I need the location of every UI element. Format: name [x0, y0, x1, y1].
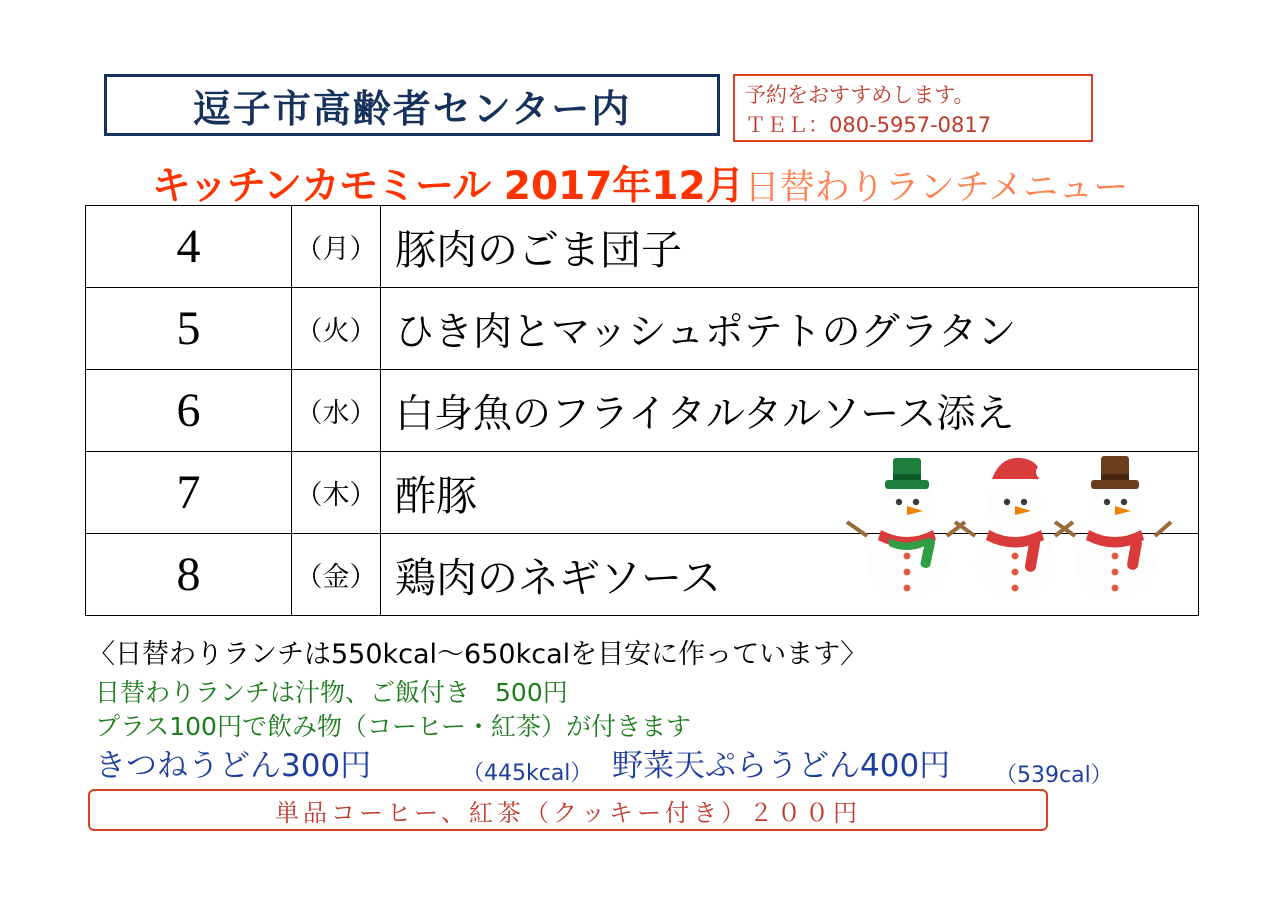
menu-dish-name: 鶏肉のネギソース [395, 554, 721, 602]
menu-dow-cell [292, 206, 381, 288]
title-month: 2017年12月 [490, 164, 745, 209]
menu-day-cell [86, 370, 292, 452]
menu-dish-name: 豚肉のごま団子 [395, 226, 682, 274]
lunch-price-note: 日替わりランチは汁物、ご飯付き 500円 [95, 678, 568, 707]
menu-dish-name: 白身魚のフライタルタルソース添え [395, 391, 1015, 437]
menu-dish-name: 酢豚 [395, 472, 477, 520]
tempura-udon-calories: （539cal） [995, 763, 1113, 788]
coffee-tea-price-label: 単品コーヒー、紅茶（クッキー付き）２００円 [274, 798, 862, 827]
table-row [86, 534, 1199, 616]
kitsune-udon-calories: （445kcal） [462, 761, 593, 786]
menu-day-of-week: （月） [295, 234, 377, 265]
reservation-tel-box [733, 74, 1093, 142]
title-subtitle: 日替わりランチメニュー [744, 168, 1129, 208]
reservation-note: 予約をおすすめします。 [745, 83, 975, 107]
menu-dish-cell [381, 452, 1199, 534]
menu-day-cell [86, 206, 292, 288]
daily-lunch-menu-table [85, 205, 1199, 616]
menu-day-of-week: （木） [295, 480, 377, 511]
menu-day-of-week: （火） [295, 316, 377, 347]
menu-day-number: 4 [176, 219, 201, 273]
table-row [86, 370, 1199, 452]
menu-day-of-week: （水） [295, 398, 377, 429]
title-shop-name: キッチンカモミール [151, 164, 491, 209]
kitsune-udon-price: きつねうどん300円 [95, 748, 372, 784]
menu-dish-cell [381, 370, 1199, 452]
menu-dow-cell [292, 452, 381, 534]
menu-day-number: 8 [176, 547, 201, 601]
menu-day-number: 5 [176, 301, 201, 355]
table-row [86, 452, 1199, 534]
menu-day-of-week: （金） [295, 562, 377, 593]
tempura-udon-price: 野菜天ぷらうどん400円 [612, 748, 951, 784]
menu-dow-cell [292, 288, 381, 370]
menu-dow-cell [292, 534, 381, 616]
menu-day-number: 7 [176, 465, 201, 519]
menu-day-number: 6 [176, 383, 201, 437]
menu-dow-cell [292, 370, 381, 452]
menu-day-cell [86, 534, 292, 616]
menu-day-cell [86, 288, 292, 370]
calorie-range-note: 〈日替わりランチは550kcal〜650kcalを目安に作っています〉 [88, 639, 868, 670]
page-title [0, 155, 1280, 211]
venue-label: 逗子市高齢者センター内 [192, 86, 632, 131]
menu-dish-name: ひき肉とマッシュポテトのグラタン [395, 309, 1017, 355]
drink-addon-note: プラス100円で飲み物（コーヒー・紅茶）が付きます [95, 712, 691, 741]
table-row [86, 288, 1199, 370]
menu-dish-cell [381, 534, 1199, 616]
menu-dish-cell [381, 206, 1199, 288]
menu-dish-cell [381, 288, 1199, 370]
venue-box [104, 74, 720, 136]
telephone-number: ＴＥＬ：080-5957-0817 [745, 113, 992, 138]
table-row [86, 206, 1199, 288]
coffee-tea-price-box [88, 789, 1048, 831]
menu-day-cell [86, 452, 292, 534]
